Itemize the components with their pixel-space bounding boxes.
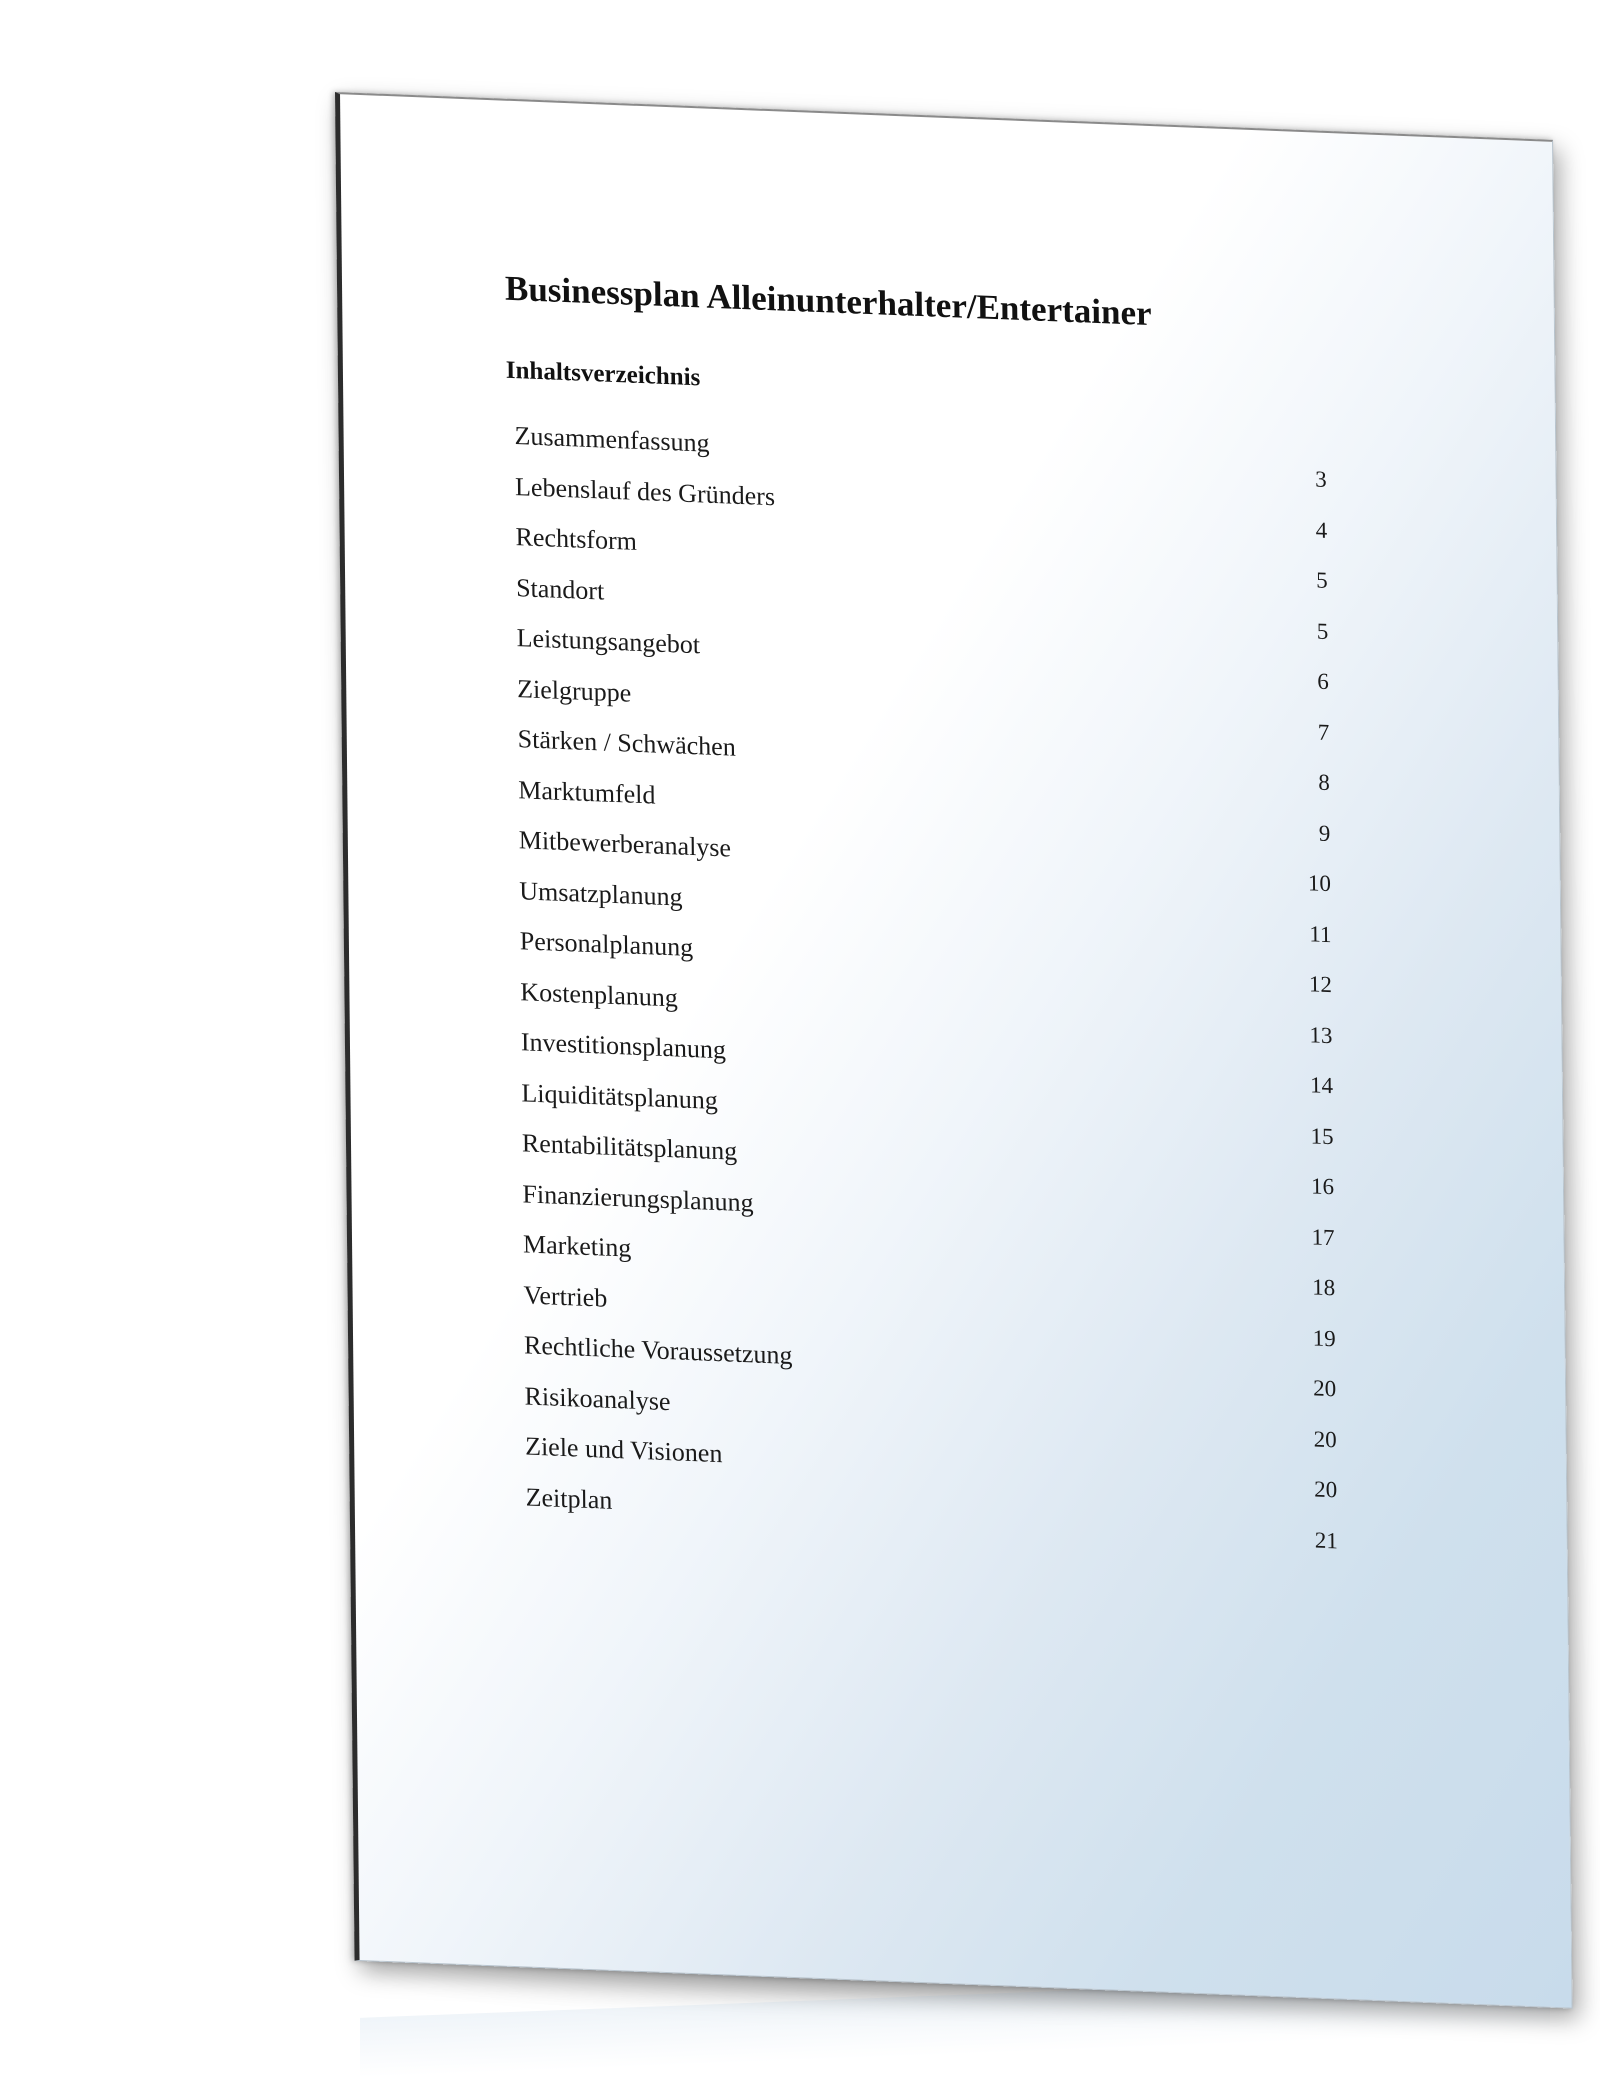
toc-entry-label: Kostenplanung [520, 976, 678, 1012]
toc-entry-label: Zusammenfassung [514, 421, 710, 458]
toc-entry-label: Zielgruppe [517, 673, 632, 708]
toc-entry-label: Rentabilitätsplanung [521, 1128, 738, 1166]
toc-entry-label: Investitionsplanung [520, 1027, 727, 1065]
toc-entry-page-number: 15 [1310, 1122, 1334, 1149]
toc-entry-label: Mitbewerberanalyse [518, 825, 732, 863]
toc-entry-page-number: 20 [1313, 1425, 1337, 1452]
toc-entry-page-number: 11 [1309, 920, 1332, 947]
toc-entry-label: Finanzierungsplanung [522, 1178, 754, 1217]
toc-entry-label: Umsatzplanung [519, 875, 683, 912]
toc-entry-page-number: 4 [1315, 517, 1328, 543]
page-content [505, 269, 1338, 1565]
toc-entry-label: Zeitplan [525, 1481, 613, 1515]
toc-entry-page-number: 20 [1314, 1476, 1338, 1503]
toc-entry-label: Leistungsangebot [516, 623, 701, 660]
toc-heading: Inhaltsverzeichnis [505, 356, 701, 392]
toc-entry-page-number: 5 [1316, 567, 1328, 594]
toc-entry-page-number: 3 [1315, 466, 1327, 492]
toc-entry-page-number: 13 [1309, 1021, 1333, 1048]
toc-entry-label: Stärken / Schwächen [517, 724, 736, 762]
toc-entry-page-number: 20 [1313, 1375, 1337, 1402]
toc-entry-label: Marktumfeld [518, 774, 656, 810]
toc-entry-page-number: 9 [1318, 820, 1331, 846]
toc-entry-label: Personalplanung [519, 926, 694, 963]
toc-entry-label: Risikoanalyse [524, 1380, 671, 1416]
document-title: Businessplan Alleinunterhalter/Entertainer [504, 268, 1152, 334]
toc-entry-page-number: 12 [1308, 971, 1333, 998]
toc-entry-page-number: 17 [1311, 1223, 1335, 1250]
toc-entry-label: Rechtsform [515, 522, 638, 556]
toc-entry-page-number: 5 [1316, 618, 1329, 644]
toc-entry-page-number: 8 [1318, 769, 1330, 796]
toc-entry-label: Rechtliche Voraussetzung [523, 1330, 793, 1370]
table-of-contents [506, 421, 1338, 1565]
toc-entry-page-number: 21 [1314, 1526, 1338, 1553]
toc-entry-label: Standort [515, 572, 605, 606]
toc-entry-page-number: 10 [1307, 870, 1332, 897]
toc-entry-page-number: 19 [1312, 1324, 1336, 1351]
toc-entry-page-number: 18 [1311, 1274, 1336, 1301]
document-page [335, 92, 1573, 2009]
toc-entry-label: Lebenslauf des Gründers [514, 471, 776, 511]
toc-entry-label: Marketing [522, 1229, 632, 1263]
toc-entry-label: Vertrieb [523, 1279, 608, 1313]
toc-entry-page-number: 16 [1310, 1173, 1335, 1200]
toc-entry-page-number: 6 [1317, 668, 1329, 695]
toc-entry-page-number: 7 [1317, 719, 1330, 745]
toc-entry-label: Ziele und Visionen [524, 1431, 723, 1469]
toc-entry-page-number: 14 [1309, 1072, 1334, 1099]
toc-entry-label: Liquiditätsplanung [521, 1077, 718, 1115]
